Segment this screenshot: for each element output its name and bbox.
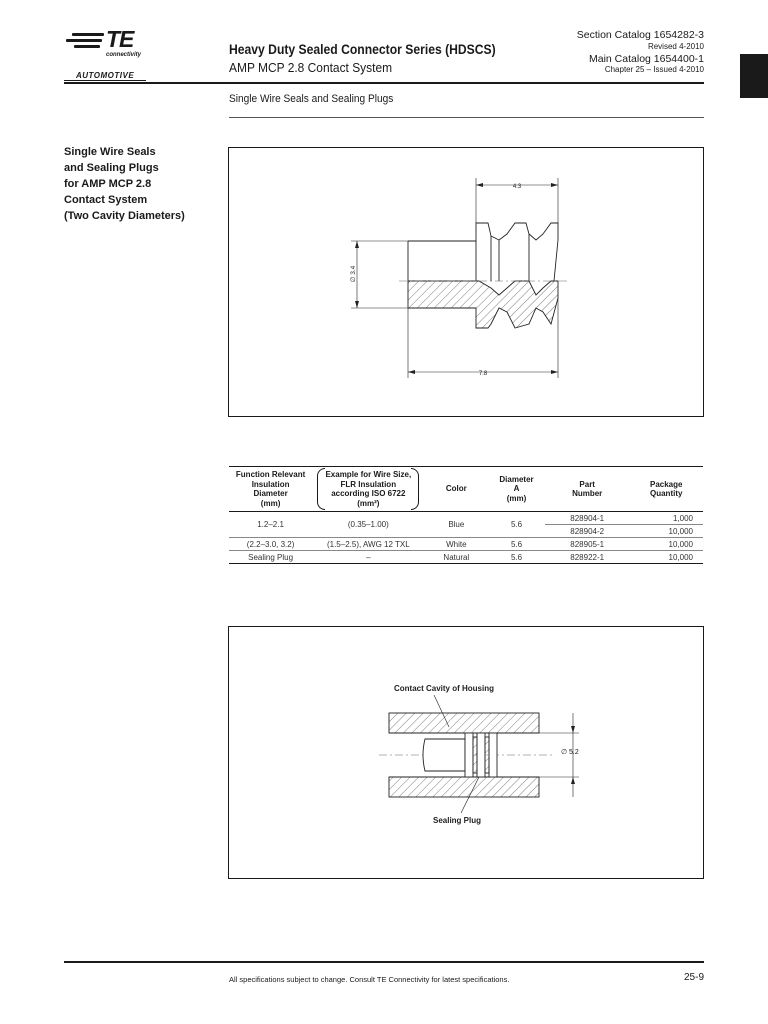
side-heading-line: and Sealing Plugs: [64, 162, 159, 174]
logo-division-text: AUTOMOTIVE: [76, 71, 135, 80]
housing-top-wall: [389, 713, 539, 733]
seal-drawing-figure: [228, 147, 704, 417]
dim-bottom-label: 7.8: [478, 371, 488, 377]
cell-insulation: Sealing Plug: [229, 551, 312, 564]
seal-drawing: [229, 148, 703, 416]
header-color: Color: [424, 467, 488, 512]
footer-divider: [64, 961, 704, 963]
table-row: [229, 512, 703, 525]
cell-insulation: (2.2–3.0, 3.2): [229, 538, 312, 551]
sealing-plug: [423, 733, 497, 777]
dim-diameter-label: ∅ 3.4: [350, 265, 357, 283]
main-catalog: Main Catalog 1654400-1: [589, 53, 704, 65]
page-number: 25-9: [683, 972, 704, 983]
cell-wire-size: (0.35–1.00): [312, 512, 424, 538]
cell-wire-size: (1.5–2.5), AWG 12 TXL: [312, 538, 424, 551]
dimension-diameter: [350, 241, 408, 308]
cell-color: Blue: [424, 512, 488, 538]
cell-color: Natural: [424, 551, 488, 564]
housing-bottom-wall: [389, 777, 539, 797]
logo-sub-text: connectivity: [106, 52, 142, 58]
chapter-info: Chapter 25 – Issued 4-2010: [604, 65, 704, 74]
chapter-tab-marker: [740, 54, 768, 98]
table-row: [229, 551, 703, 564]
cell-diameter: 5.6: [488, 538, 545, 551]
cell-package-qty: 10,000: [629, 538, 703, 551]
plug-drawing: [229, 627, 703, 878]
cell-package-qty: 10,000: [629, 525, 703, 538]
table-header-row: [229, 467, 703, 512]
revised-date: Revised 4-2010: [647, 42, 704, 51]
section-title: Single Wire Seals and Sealing Plugs: [229, 93, 394, 105]
table-row: [229, 538, 703, 551]
dimension-top: [476, 178, 558, 223]
cell-diameter: 5.6: [488, 512, 545, 538]
cell-part-number: 828904-2: [545, 525, 630, 538]
logo-te-text: TE: [106, 26, 134, 52]
spec-table: [229, 466, 703, 564]
dim-top-label: 4.3: [512, 184, 522, 190]
plug-drawing-figure: [228, 626, 704, 879]
side-heading-line: Single Wire Seals: [64, 146, 156, 158]
cell-diameter: 5.6: [488, 551, 545, 564]
page-title: Heavy Duty Sealed Connector Series (HDSCS): [229, 42, 496, 57]
cell-package-qty: 10,000: [629, 551, 703, 564]
header-diameter: Diameter A (mm): [488, 467, 545, 512]
header-wire-size: Example for Wire Size, FLR Insulation according ISO 6722 (mm²): [312, 467, 424, 512]
seal-upper-outline: [408, 223, 558, 281]
footer-note: All specifications subject to change. Consult TE Connectivity for latest specifications.: [229, 975, 510, 984]
header-part-number: Part Number: [545, 467, 630, 512]
label-contact-cavity: Contact Cavity of Housing: [393, 684, 495, 693]
page-subtitle: AMP MCP 2.8 Contact System: [229, 60, 393, 75]
cell-part-number: 828904-1: [545, 512, 630, 525]
side-heading-line: for AMP MCP 2.8: [64, 178, 152, 190]
side-heading: [64, 144, 214, 224]
te-logo: [64, 26, 164, 82]
side-heading-line: (Two Cavity Diameters): [64, 210, 185, 222]
logo-underline: [64, 80, 146, 81]
cell-insulation: 1.2–2.1: [229, 512, 312, 538]
header-insulation: Function Relevant Insulation Diameter (mm): [229, 467, 312, 512]
side-heading-line: Contact System: [64, 194, 148, 206]
section-catalog: Section Catalog 1654282-3: [576, 29, 704, 41]
dim-cavity-label: ∅ 5.2: [561, 749, 579, 756]
seal-section-hatched: [408, 281, 558, 328]
cell-package-qty: 1,000: [629, 512, 703, 525]
cell-part-number: 828905-1: [545, 538, 630, 551]
label-sealing-plug: Sealing Plug: [432, 816, 482, 825]
header-divider: [64, 82, 704, 84]
cell-wire-size: –: [312, 551, 424, 564]
header-package: Package Quantity: [629, 467, 703, 512]
cell-part-number: 828922-1: [545, 551, 630, 564]
cell-color: White: [424, 538, 488, 551]
section-divider: [229, 117, 704, 118]
